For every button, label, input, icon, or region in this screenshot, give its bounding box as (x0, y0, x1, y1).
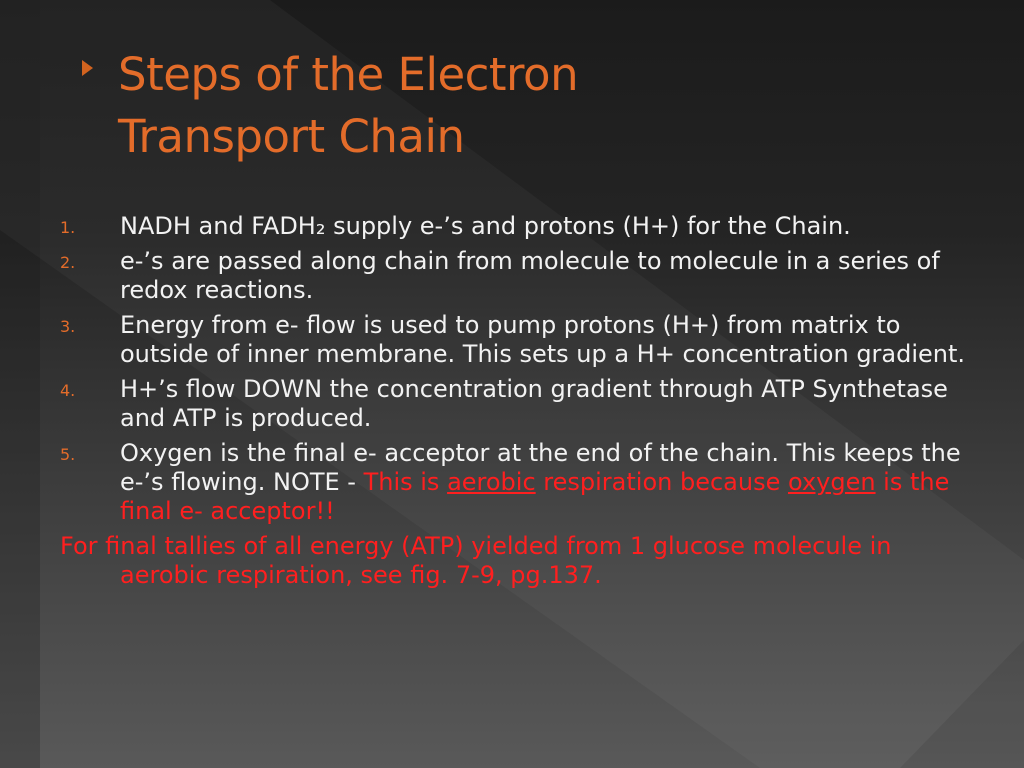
final-note: For final tallies of all energy (ATP) yielded from 1 glucose molecule in aerobic respiration, see fig. 7-9, pg.137. (60, 532, 892, 589)
list-item (60, 212, 980, 241)
list-number: 5. (60, 445, 76, 464)
list-text: NADH and FADH₂ supply e-’s and protons (H+) for the Chain. (120, 212, 851, 240)
list-text: Energy from e- flow is used to pump protons (H+) from matrix to outside of inner membrane. This sets up a H+ concentration gradient. (120, 311, 966, 368)
list-text: Oxygen is the final e- acceptor at the end of the chain. This keeps the e-’s flowing. NOTE - (120, 439, 961, 496)
emphasis-text: This is (363, 468, 448, 496)
list-text: e-’s are passed along chain from molecule to molecule in a series of redox reactions. (120, 247, 940, 304)
title-line-1: Steps of the Electron (118, 48, 579, 101)
list-item (60, 439, 980, 526)
list-item (60, 375, 980, 433)
slide-title (118, 44, 978, 168)
list-number: 3. (60, 317, 76, 336)
list-item (60, 311, 980, 369)
title-line-2: Transport Chain (118, 110, 465, 163)
slide-body (60, 212, 980, 590)
list-number: 4. (60, 381, 76, 400)
title-arrow-icon (82, 60, 93, 76)
emphasis-text: is the final e- acceptor!! (120, 468, 950, 525)
list-item (60, 247, 980, 305)
list-text: H+’s flow DOWN the concentration gradient through ATP Synthetase and ATP is produced. (120, 375, 948, 432)
emphasis-underlined-oxygen: oxygen (787, 468, 876, 496)
emphasis-text: respiration because (535, 468, 788, 496)
list-number: 1. (60, 218, 76, 237)
list-number: 2. (60, 253, 76, 272)
emphasis-underlined-aerobic: aerobic (447, 468, 536, 496)
